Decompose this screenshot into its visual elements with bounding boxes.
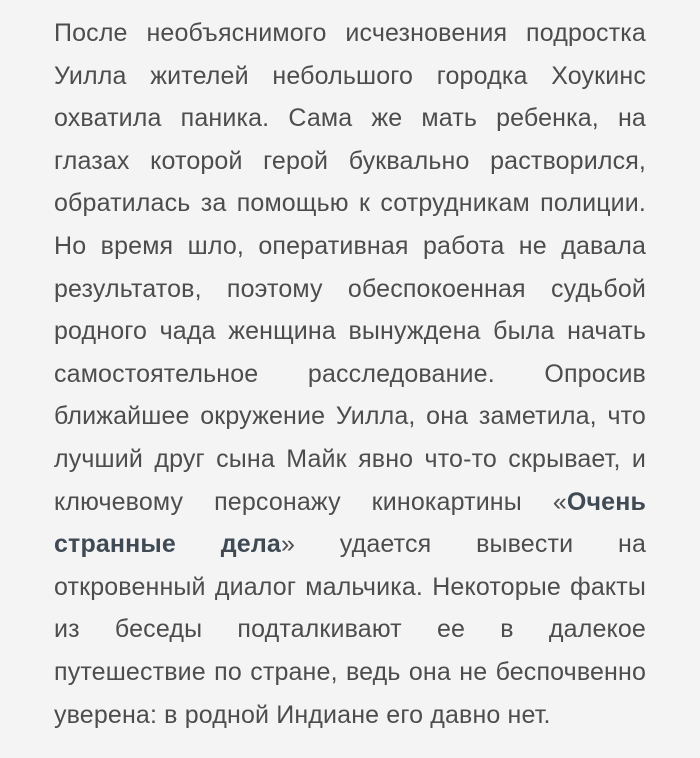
film-title-bold: Очень странные дела (54, 487, 646, 559)
article-paragraph (54, 12, 646, 736)
article-text-after: » удается вывести на откровенный диалог мальчика. Некоторые факты из беседы подталкивают ее в далекое путешествие по стране, ведь она не беспочвенно уверена: в родной Индиане его давно нет. (54, 530, 646, 729)
article-text-before: После необъяснимого исчезновения подростка Уилла жителей небольшого городка Хоукинс охватила паника. Сама же мать ребенка, на глазах которой герой буквально растворился, обратилась за помощью к сотрудникам полиции. Но время шло, оперативная работа не давала результатов, поэтому обеспокоенная судьбой родного чада женщина вынуждена была начать самостоятельное расследование. Опросив ближайшее окружение Уилла, она заметила, что лучший друг сына Майк явно что-то скрывает, и ключевому персонажу кинокартины « (54, 19, 646, 516)
